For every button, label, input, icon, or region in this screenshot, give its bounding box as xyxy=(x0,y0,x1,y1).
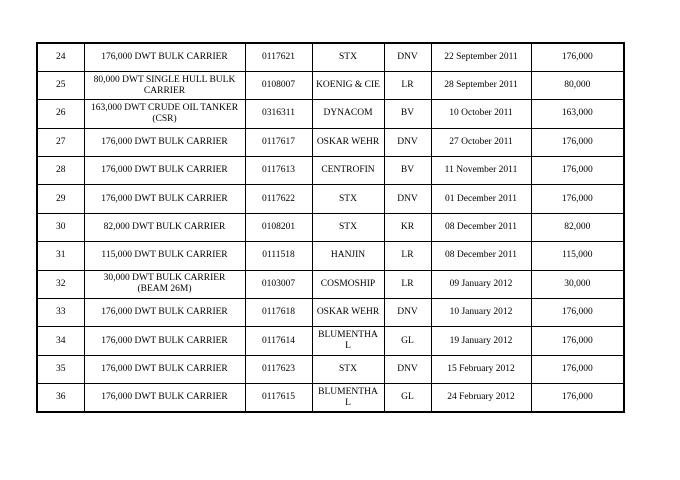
cell-dwt: 176,000 xyxy=(531,157,624,185)
cell-class-society: DNV xyxy=(384,128,431,156)
cell-vessel-description: 176,000 DWT BULK CARRIER xyxy=(84,43,245,71)
table-row xyxy=(37,327,624,355)
cell-row-number: 26 xyxy=(37,100,84,128)
cell-delivery-date: 24 February 2012 xyxy=(431,384,531,412)
cell-buyer: STX xyxy=(312,43,384,71)
cell-class-society: GL xyxy=(384,327,431,355)
table-row xyxy=(37,185,624,213)
cell-hull-number: 0117614 xyxy=(245,327,312,355)
table-row xyxy=(37,100,624,128)
cell-dwt: 176,000 xyxy=(531,299,624,327)
cell-row-number: 32 xyxy=(37,270,84,298)
cell-row-number: 24 xyxy=(37,43,84,71)
cell-dwt: 176,000 xyxy=(531,43,624,71)
cell-hull-number: 0316311 xyxy=(245,100,312,128)
cell-delivery-date: 22 September 2011 xyxy=(431,43,531,71)
cell-row-number: 30 xyxy=(37,213,84,241)
cell-buyer: DYNACOM xyxy=(312,100,384,128)
cell-class-society: GL xyxy=(384,384,431,412)
cell-dwt: 30,000 xyxy=(531,270,624,298)
table-row xyxy=(37,157,624,185)
cell-class-society: BV xyxy=(384,100,431,128)
ship-orders-table xyxy=(36,42,625,413)
cell-vessel-description: 176,000 DWT BULK CARRIER xyxy=(84,384,245,412)
cell-delivery-date: 28 September 2011 xyxy=(431,71,531,99)
cell-row-number: 29 xyxy=(37,185,84,213)
cell-hull-number: 0117622 xyxy=(245,185,312,213)
cell-delivery-date: 08 December 2011 xyxy=(431,213,531,241)
cell-hull-number: 0117623 xyxy=(245,355,312,383)
cell-vessel-description: 30,000 DWT BULK CARRIER (BEAM 26M) xyxy=(84,270,245,298)
cell-hull-number: 0103007 xyxy=(245,270,312,298)
cell-buyer: HANJIN xyxy=(312,242,384,270)
cell-delivery-date: 10 January 2012 xyxy=(431,299,531,327)
cell-row-number: 36 xyxy=(37,384,84,412)
cell-vessel-description: 176,000 DWT BULK CARRIER xyxy=(84,299,245,327)
cell-vessel-description: 115,000 DWT BULK CARRIER xyxy=(84,242,245,270)
cell-vessel-description: 176,000 DWT BULK CARRIER xyxy=(84,185,245,213)
cell-row-number: 25 xyxy=(37,71,84,99)
cell-class-society: DNV xyxy=(384,355,431,383)
cell-buyer: CENTROFIN xyxy=(312,157,384,185)
table-row xyxy=(37,71,624,99)
cell-row-number: 33 xyxy=(37,299,84,327)
cell-buyer: KOENIG & CIE xyxy=(312,71,384,99)
cell-hull-number: 0117617 xyxy=(245,128,312,156)
cell-delivery-date: 19 January 2012 xyxy=(431,327,531,355)
table-row xyxy=(37,213,624,241)
cell-vessel-description: 176,000 DWT BULK CARRIER xyxy=(84,327,245,355)
cell-class-society: LR xyxy=(384,71,431,99)
cell-buyer: OSKAR WEHR xyxy=(312,299,384,327)
cell-vessel-description: 80,000 DWT SINGLE HULL BULK CARRIER xyxy=(84,71,245,99)
cell-hull-number: 0117618 xyxy=(245,299,312,327)
cell-class-society: LR xyxy=(384,242,431,270)
cell-dwt: 163,000 xyxy=(531,100,624,128)
cell-hull-number: 0108007 xyxy=(245,71,312,99)
table-row xyxy=(37,384,624,412)
cell-hull-number: 0111518 xyxy=(245,242,312,270)
cell-dwt: 176,000 xyxy=(531,384,624,412)
cell-dwt: 176,000 xyxy=(531,327,624,355)
table-body xyxy=(37,43,624,412)
cell-hull-number: 0117613 xyxy=(245,157,312,185)
cell-vessel-description: 176,000 DWT BULK CARRIER xyxy=(84,128,245,156)
cell-vessel-description: 163,000 DWT CRUDE OIL TANKER (CSR) xyxy=(84,100,245,128)
cell-dwt: 176,000 xyxy=(531,355,624,383)
cell-delivery-date: 15 February 2012 xyxy=(431,355,531,383)
cell-hull-number: 0117621 xyxy=(245,43,312,71)
cell-dwt: 176,000 xyxy=(531,185,624,213)
cell-dwt: 115,000 xyxy=(531,242,624,270)
cell-delivery-date: 01 December 2011 xyxy=(431,185,531,213)
cell-delivery-date: 09 January 2012 xyxy=(431,270,531,298)
cell-delivery-date: 27 October 2011 xyxy=(431,128,531,156)
cell-vessel-description: 176,000 DWT BULK CARRIER xyxy=(84,355,245,383)
cell-class-society: DNV xyxy=(384,185,431,213)
cell-buyer: OSKAR WEHR xyxy=(312,128,384,156)
cell-buyer: STX xyxy=(312,213,384,241)
cell-hull-number: 0108201 xyxy=(245,213,312,241)
cell-delivery-date: 10 October 2011 xyxy=(431,100,531,128)
cell-buyer: STX xyxy=(312,185,384,213)
cell-class-society: BV xyxy=(384,157,431,185)
table-row xyxy=(37,355,624,383)
cell-row-number: 35 xyxy=(37,355,84,383)
cell-class-society: LR xyxy=(384,270,431,298)
cell-buyer: STX xyxy=(312,355,384,383)
cell-row-number: 27 xyxy=(37,128,84,156)
cell-dwt: 176,000 xyxy=(531,128,624,156)
cell-class-society: KR xyxy=(384,213,431,241)
cell-buyer: BLUMENTHAL xyxy=(312,327,384,355)
cell-class-society: DNV xyxy=(384,299,431,327)
cell-class-society: DNV xyxy=(384,43,431,71)
cell-row-number: 28 xyxy=(37,157,84,185)
table-row xyxy=(37,270,624,298)
cell-buyer: COSMOSHIP xyxy=(312,270,384,298)
cell-row-number: 31 xyxy=(37,242,84,270)
cell-dwt: 82,000 xyxy=(531,213,624,241)
table-row xyxy=(37,128,624,156)
cell-vessel-description: 82,000 DWT BULK CARRIER xyxy=(84,213,245,241)
cell-hull-number: 0117615 xyxy=(245,384,312,412)
cell-delivery-date: 08 December 2011 xyxy=(431,242,531,270)
cell-row-number: 34 xyxy=(37,327,84,355)
cell-delivery-date: 11 November 2011 xyxy=(431,157,531,185)
table-row xyxy=(37,299,624,327)
table-row xyxy=(37,43,624,71)
cell-dwt: 80,000 xyxy=(531,71,624,99)
cell-vessel-description: 176,000 DWT BULK CARRIER xyxy=(84,157,245,185)
cell-buyer: BLUMENTHAL xyxy=(312,384,384,412)
table-row xyxy=(37,242,624,270)
